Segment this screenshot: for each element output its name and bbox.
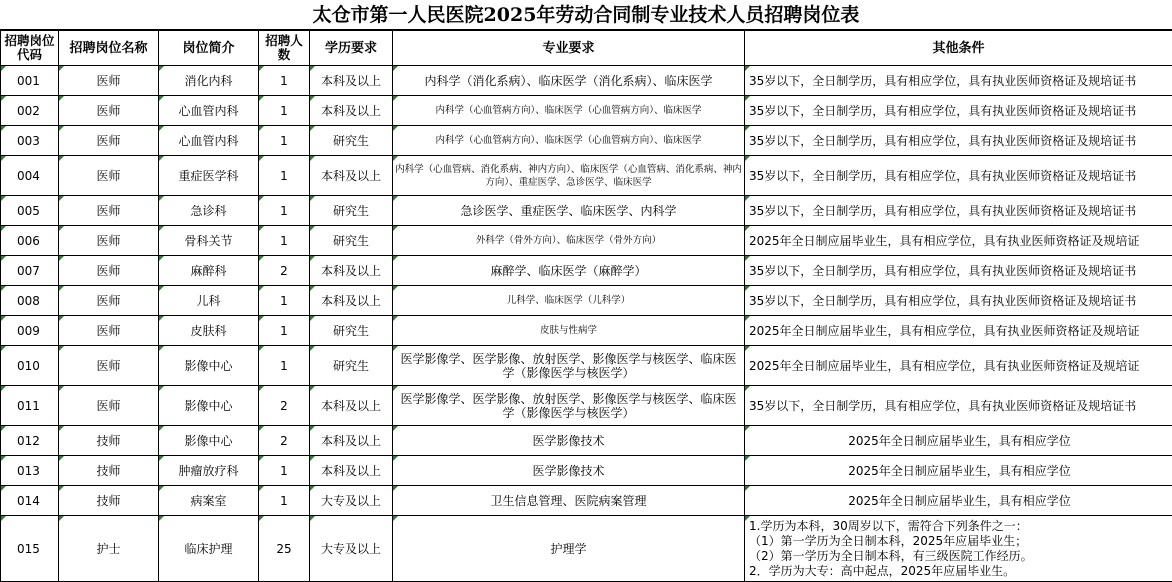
cell-other: 2025年全日制应届毕业生，具有相应学位 — [745, 486, 1172, 516]
cell-other: 2025年全日制应届毕业生，具有相应学位，具有执业医师资格证及规培证 — [745, 346, 1172, 386]
table-row — [1, 516, 1172, 582]
cell-code: 005 — [1, 196, 59, 226]
cell-dept: 骨科关节 — [159, 226, 259, 256]
cell-count: 1 — [259, 486, 310, 516]
table-row — [1, 456, 1172, 486]
cell-dept: 急诊科 — [159, 196, 259, 226]
cell-code: 006 — [1, 226, 59, 256]
condition-line: 2．学历为大专：高中起点，2025年应届毕业生。 — [749, 564, 1170, 579]
cell-name: 技师 — [59, 486, 159, 516]
cell-name: 医师 — [59, 346, 159, 386]
cell-major: 医学影像学、医学影像、放射医学、影像医学与核医学、临床医学（影像医学与核医学） — [393, 346, 745, 386]
cell-edu: 研究生 — [310, 126, 393, 156]
cell-count: 1 — [259, 96, 310, 126]
cell-other: 35岁以下，全日制学历，具有相应学位，具有执业医师资格证及规培证书 — [745, 66, 1172, 96]
cell-dept: 影像中心 — [159, 346, 259, 386]
header-dept: 岗位简介 — [159, 31, 259, 66]
cell-edu: 本科及以上 — [310, 256, 393, 286]
cell-code: 013 — [1, 456, 59, 486]
table-row — [1, 126, 1172, 156]
cell-major: 护理学 — [393, 516, 745, 582]
cell-name: 技师 — [59, 426, 159, 456]
condition-line: 1.学历为本科，30周岁以下，需符合下列条件之一： — [749, 519, 1170, 534]
table-row — [1, 66, 1172, 96]
recruitment-table — [0, 30, 1172, 582]
cell-name: 护士 — [59, 516, 159, 582]
table-row — [1, 196, 1172, 226]
cell-code: 003 — [1, 126, 59, 156]
table-row — [1, 486, 1172, 516]
table-row — [1, 96, 1172, 126]
cell-code: 001 — [1, 66, 59, 96]
cell-count: 25 — [259, 516, 310, 582]
cell-name: 医师 — [59, 196, 159, 226]
cell-other: 35岁以下，全日制学历，具有相应学位，具有执业医师资格证及规培证书 — [745, 96, 1172, 126]
cell-count: 1 — [259, 456, 310, 486]
cell-code: 007 — [1, 256, 59, 286]
cell-major: 医学影像学、医学影像、放射医学、影像医学与核医学、临床医学（影像医学与核医学） — [393, 386, 745, 426]
cell-name: 医师 — [59, 126, 159, 156]
cell-dept: 影像中心 — [159, 386, 259, 426]
cell-major: 皮肤与性病学 — [393, 316, 745, 346]
cell-code: 010 — [1, 346, 59, 386]
cell-other: 35岁以下，全日制学历，具有相应学位，具有执业医师资格证及规培证书 — [745, 286, 1172, 316]
table-row — [1, 316, 1172, 346]
cell-code: 012 — [1, 426, 59, 456]
cell-edu: 本科及以上 — [310, 286, 393, 316]
cell-count: 1 — [259, 66, 310, 96]
cell-dept: 心血管内科 — [159, 126, 259, 156]
table-row — [1, 226, 1172, 256]
cell-edu: 本科及以上 — [310, 66, 393, 96]
cell-name: 医师 — [59, 286, 159, 316]
condition-line: （2）第一学历为全日制本科，有三级医院工作经历。 — [749, 549, 1170, 564]
cell-count: 1 — [259, 196, 310, 226]
cell-major: 医学影像技术 — [393, 426, 745, 456]
cell-count: 2 — [259, 426, 310, 456]
cell-other: 2025年全日制应届毕业生，具有相应学位，具有执业医师资格证及规培证 — [745, 316, 1172, 346]
cell-major: 内科学（心血管病方向）、临床医学（心血管病方向）、临床医学 — [393, 126, 745, 156]
table-row — [1, 346, 1172, 386]
cell-count: 2 — [259, 386, 310, 426]
header-code: 招聘岗位代码 — [1, 31, 59, 66]
cell-edu: 本科及以上 — [310, 456, 393, 486]
cell-major: 内科学（消化系病）、临床医学（消化系病）、临床医学 — [393, 66, 745, 96]
cell-name: 医师 — [59, 96, 159, 126]
cell-count: 1 — [259, 316, 310, 346]
cell-other: 2025年全日制应届毕业生，具有相应学位，具有执业医师资格证及规培证 — [745, 226, 1172, 256]
cell-name: 医师 — [59, 156, 159, 196]
cell-name: 医师 — [59, 316, 159, 346]
header-edu: 学历要求 — [310, 31, 393, 66]
header-other: 其他条件 — [745, 31, 1172, 66]
cell-count: 1 — [259, 156, 310, 196]
cell-dept: 重症医学科 — [159, 156, 259, 196]
cell-dept: 病案室 — [159, 486, 259, 516]
header-name: 招聘岗位名称 — [59, 31, 159, 66]
cell-edu: 研究生 — [310, 346, 393, 386]
cell-major: 卫生信息管理、医院病案管理 — [393, 486, 745, 516]
cell-other: 2025年全日制应届毕业生，具有相应学位 — [745, 426, 1172, 456]
cell-code: 008 — [1, 286, 59, 316]
cell-major: 麻醉学、临床医学（麻醉学） — [393, 256, 745, 286]
cell-code: 014 — [1, 486, 59, 516]
cell-name: 医师 — [59, 256, 159, 286]
table-row — [1, 426, 1172, 456]
cell-dept: 儿科 — [159, 286, 259, 316]
cell-edu: 本科及以上 — [310, 386, 393, 426]
cell-edu: 大专及以上 — [310, 516, 393, 582]
cell-code: 002 — [1, 96, 59, 126]
cell-edu: 本科及以上 — [310, 156, 393, 196]
cell-code: 004 — [1, 156, 59, 196]
cell-major: 内科学（心血管病、消化系病、神内方向）、临床医学（心血管病、消化系病、神内方向）、重症医学、急诊医学、临床医学 — [393, 156, 745, 196]
cell-major: 儿科学、临床医学（儿科学） — [393, 286, 745, 316]
cell-name: 医师 — [59, 386, 159, 426]
cell-edu: 研究生 — [310, 226, 393, 256]
cell-edu: 本科及以上 — [310, 426, 393, 456]
table-row — [1, 256, 1172, 286]
cell-code: 011 — [1, 386, 59, 426]
cell-name: 医师 — [59, 66, 159, 96]
page-title: 太仓市第一人民医院2025年劳动合同制专业技术人员招聘岗位表 — [0, 0, 1172, 30]
cell-count: 2 — [259, 256, 310, 286]
cell-edu: 研究生 — [310, 316, 393, 346]
cell-code: 009 — [1, 316, 59, 346]
cell-dept: 临床护理 — [159, 516, 259, 582]
cell-major: 医学影像技术 — [393, 456, 745, 486]
cell-other — [745, 516, 1172, 582]
table-row — [1, 386, 1172, 426]
cell-code: 015 — [1, 516, 59, 582]
header-count: 招聘人数 — [259, 31, 310, 66]
cell-edu: 研究生 — [310, 196, 393, 226]
cell-edu: 本科及以上 — [310, 96, 393, 126]
cell-other: 35岁以下，全日制学历，具有相应学位，具有执业医师资格证及规培证书 — [745, 196, 1172, 226]
cell-other: 35岁以下，全日制学历，具有相应学位，具有执业医师资格证及规培证书 — [745, 156, 1172, 196]
cell-other: 35岁以下，全日制学历，具有相应学位，具有执业医师资格证及规培证书 — [745, 386, 1172, 426]
cell-other: 35岁以下，全日制学历，具有相应学位，具有执业医师资格证及规培证书 — [745, 256, 1172, 286]
cell-major: 急诊医学、重症医学、临床医学、内科学 — [393, 196, 745, 226]
header-row — [1, 31, 1172, 66]
table-row — [1, 156, 1172, 196]
cell-dept: 消化内科 — [159, 66, 259, 96]
cell-count: 1 — [259, 126, 310, 156]
cell-name: 技师 — [59, 456, 159, 486]
cell-dept: 心血管内科 — [159, 96, 259, 126]
cell-count: 1 — [259, 346, 310, 386]
header-major: 专业要求 — [393, 31, 745, 66]
cell-dept: 皮肤科 — [159, 316, 259, 346]
table-row — [1, 286, 1172, 316]
cell-name: 医师 — [59, 226, 159, 256]
cell-count: 1 — [259, 226, 310, 256]
cell-dept: 肿瘤放疗科 — [159, 456, 259, 486]
condition-line: （1）第一学历为全日制本科，2025年应届毕业生； — [749, 534, 1170, 549]
cell-dept: 麻醉科 — [159, 256, 259, 286]
cell-count: 1 — [259, 286, 310, 316]
cell-other: 35岁以下，全日制学历，具有相应学位，具有执业医师资格证及规培证书 — [745, 126, 1172, 156]
cell-dept: 影像中心 — [159, 426, 259, 456]
cell-major: 外科学（骨外方向）、临床医学（骨外方向） — [393, 226, 745, 256]
cell-other: 2025年全日制应届毕业生，具有相应学位 — [745, 456, 1172, 486]
cell-major: 内科学（心血管病方向）、临床医学（心血管病方向）、临床医学 — [393, 96, 745, 126]
cell-edu: 大专及以上 — [310, 486, 393, 516]
